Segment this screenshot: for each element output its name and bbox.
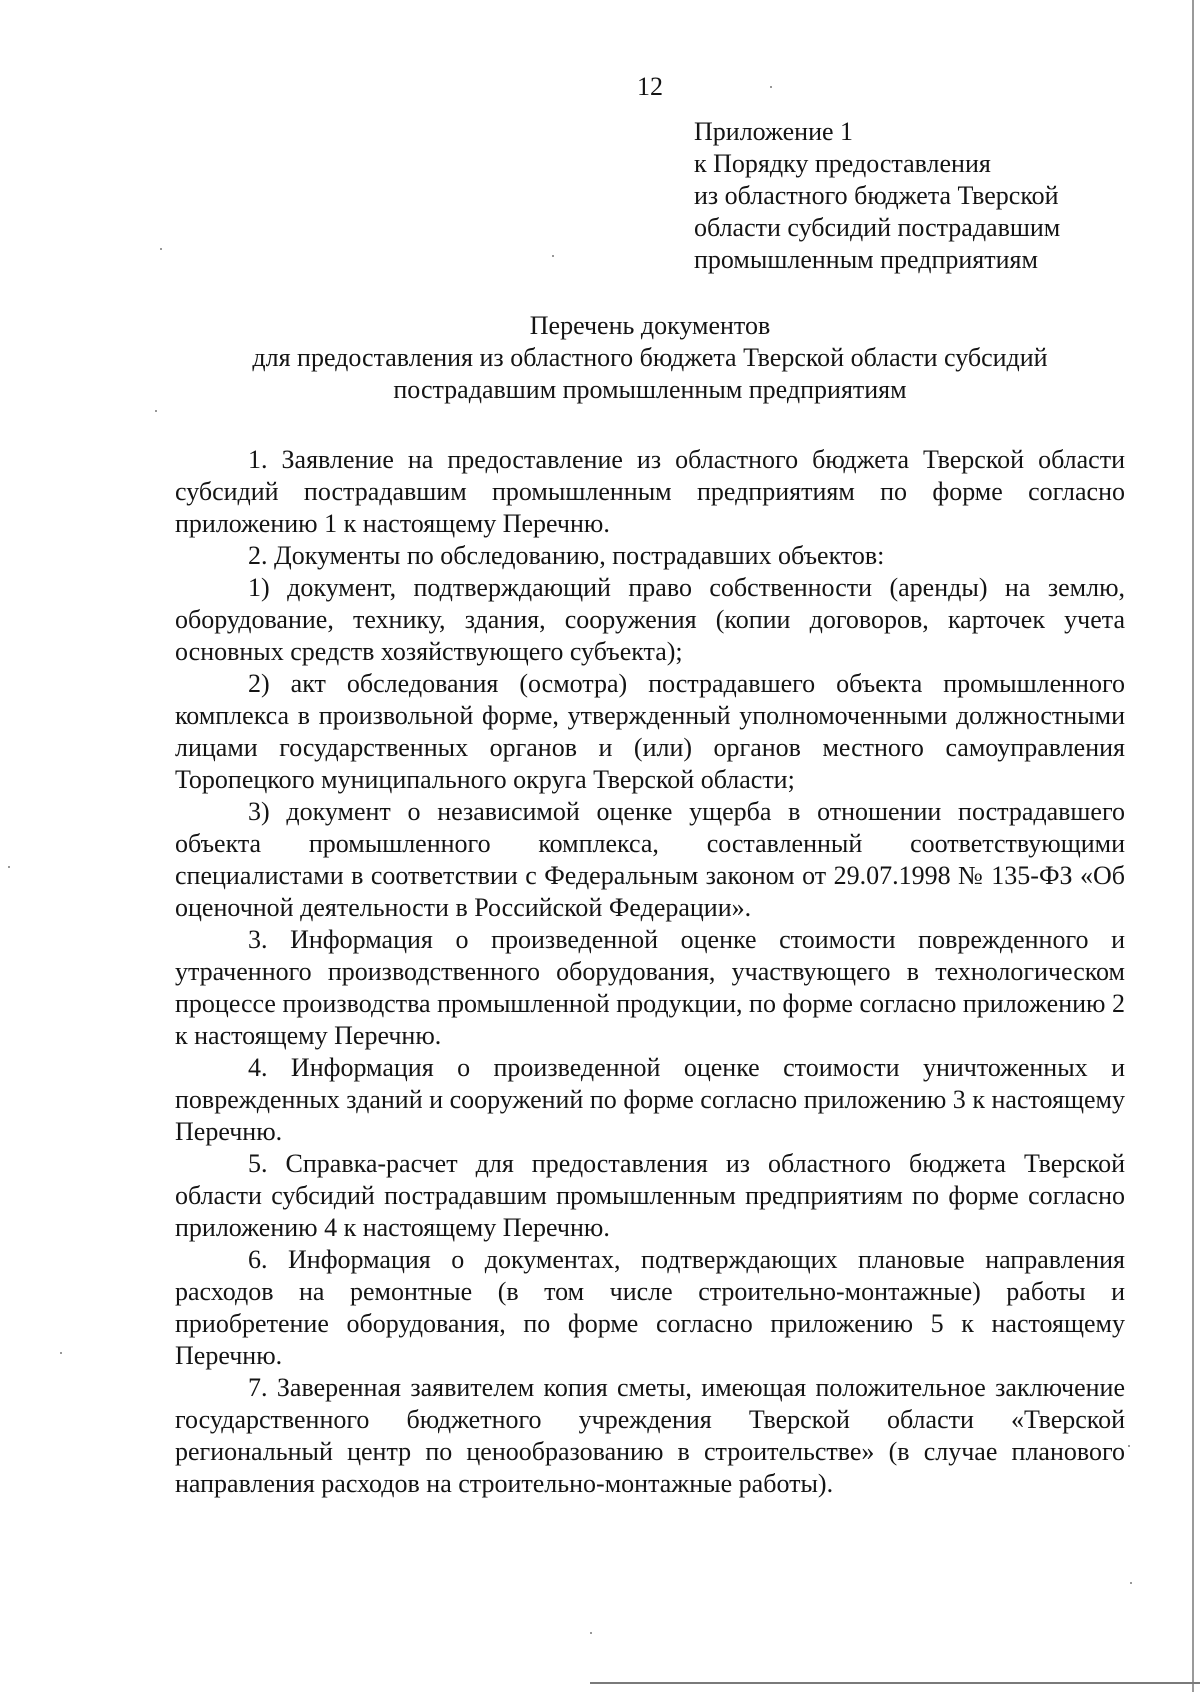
paragraph-item-4: 4. Информация о произведенной оценке стоимости уничтоженных и поврежденных зданий и сооружений по форме согласно приложению 3 к настоящему Перечню.: [175, 1053, 1125, 1146]
paragraph-subitem-2: 2) акт обследования (осмотра) пострадавшего объекта промышленного комплекса в произвольной форме, утвержденный уполномоченными должностными лицами государственных органов и (или) органов местного самоуправления Торопецкого муниципального округа Тверской области;: [175, 669, 1125, 794]
paragraph-item-1: 1. Заявление на предоставление из областного бюджета Тверской области субсидий пострадавшим промышленным предприятиям по форме согласно приложению 1 к настоящему Перечню.: [175, 445, 1125, 538]
appendix-line: промышленным предприятиям: [694, 245, 1038, 274]
scan-speck: [770, 86, 772, 88]
scan-speck: [590, 1632, 592, 1634]
scan-speck: [155, 410, 157, 412]
scan-edge-right: [1192, 0, 1194, 1692]
page-number: 12: [637, 72, 663, 101]
appendix-header: [694, 116, 1154, 276]
appendix-line: из областного бюджета Тверской: [694, 181, 1059, 210]
scan-speck: [160, 248, 162, 250]
title-line: Перечень документов: [529, 311, 771, 340]
scan-edge-bottom: [590, 1682, 1200, 1684]
paragraph-item-2: 2. Документы по обследованию, пострадавших объектов:: [248, 541, 885, 570]
scan-speck: [8, 866, 10, 868]
paragraph-subitem-1: 1) документ, подтверждающий право собственности (аренды) на землю, оборудование, технику, здания, сооружения (копии договоров, карточек учета основных средств хозяйствующего субъекта);: [175, 573, 1125, 666]
appendix-line: области субсидий пострадавшим: [694, 213, 1061, 242]
paragraph-item-5: 5. Справка-расчет для предоставления из областного бюджета Тверской области субсидий пострадавшим промышленным предприятиям по форме согласно приложению 4 к настоящему Перечню.: [175, 1149, 1125, 1242]
paragraph-subitem-3: 3) документ о независимой оценке ущерба в отношении пострадавшего объекта промышленного комплекса, составленный соответствующими специалистами в соответствии с Федеральным законом от 29.07.1998 № 135-ФЗ «Об оценочной деятельности в Российской Федерации».: [175, 797, 1125, 922]
paragraph-item-6: 6. Информация о документах, подтверждающих плановые направления расходов на ремонтные (в том числе строительно-монтажные) работы и приобретение оборудования, по форме согласно приложению 5 к настоящему Перечню.: [175, 1245, 1125, 1370]
appendix-line: Приложение 1: [694, 117, 854, 146]
scan-speck: [552, 255, 554, 257]
paragraph-item-7: 7. Заверенная заявителем копия сметы, имеющая положительное заключение государственного бюджетного учреждения Тверской области «Тверской региональный центр по ценообразованию в строительстве» (в случае планового направления расходов на строительно-монтажные работы).: [175, 1373, 1125, 1498]
title-line: пострадавшим промышленным предприятиям: [393, 375, 907, 404]
title-line: для предоставления из областного бюджета Тверской области субсидий: [252, 343, 1048, 372]
scan-speck: [1130, 1582, 1132, 1584]
scan-speck: [1128, 1445, 1130, 1447]
scan-speck: [60, 1352, 62, 1354]
appendix-line: к Порядку предоставления: [694, 149, 991, 178]
paragraph-item-3: 3. Информация о произведенной оценке стоимости поврежденного и утраченного производственного оборудования, участвующего в технологическом процессе производства промышленной продукции, по форме согласно приложению 2 к настоящему Перечню.: [175, 925, 1125, 1050]
document-body: [175, 444, 1125, 1500]
document-title: [175, 310, 1125, 406]
